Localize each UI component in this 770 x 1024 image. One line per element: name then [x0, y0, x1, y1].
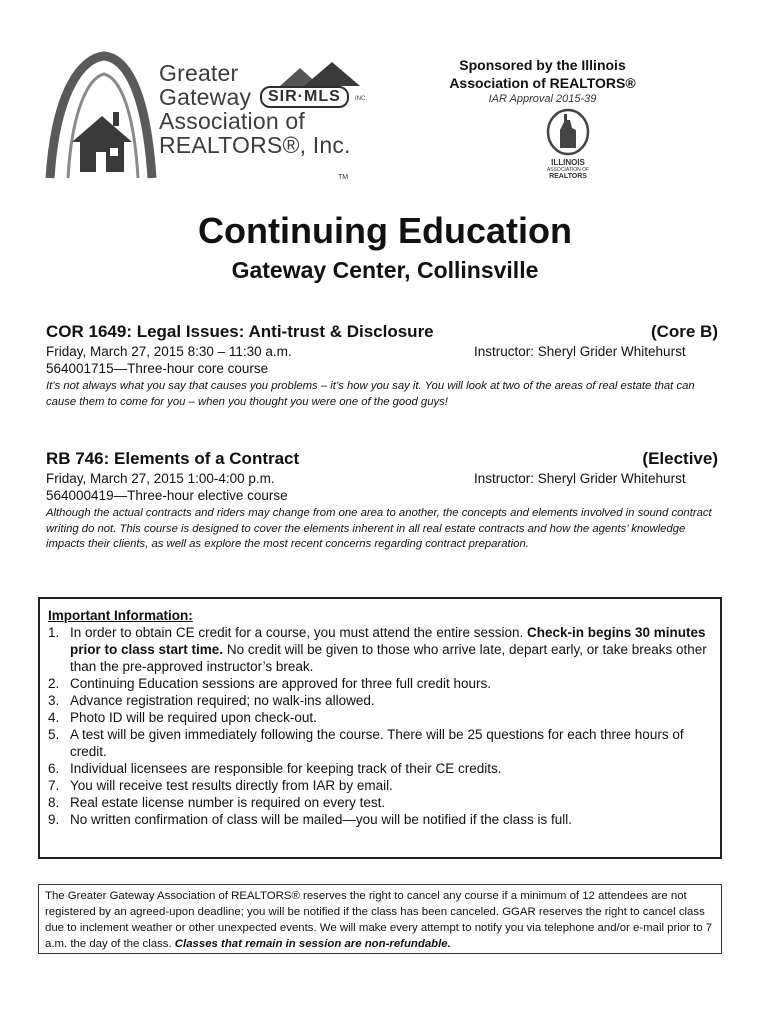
list-number: 8.: [48, 795, 60, 810]
course-schedule-row: [46, 343, 718, 360]
course-date: Friday, March 27, 2015 1:00-4:00 p.m.: [46, 471, 275, 486]
course-category: (Elective): [642, 449, 718, 468]
course-heading: RB 746: Elements of a Contract: [46, 449, 300, 468]
list-text: [70, 624, 712, 675]
page-subtitle: Gateway Center, Collinsville: [231, 257, 539, 283]
list-number: 2.: [48, 676, 60, 691]
list-item: [48, 794, 712, 811]
course-instructor: Instructor: Sheryl Grider Whitehurst: [474, 471, 686, 486]
list-number: 1.: [48, 625, 60, 640]
list-number: 5.: [48, 727, 60, 742]
list-item: [48, 624, 712, 675]
course-code: 564000419—Three-hour elective course: [46, 488, 288, 503]
list-number: 4.: [48, 710, 60, 725]
list-item: [48, 760, 712, 777]
sir-mls-inc: INC.: [355, 96, 367, 102]
list-item: [48, 709, 712, 726]
sir-mls-badge: SIR·MLS: [260, 86, 349, 108]
course-section: [46, 448, 718, 553]
list-text: You will receive test results directly from IAR by email.: [70, 778, 393, 793]
course-description: Although the actual contracts and riders may change from one area to another, the concepts and elements involved in sound contract writing do not. This course is designed to cover the elements inherent in all real estate contracts and how the agents’ knowledge impacts their clients, as well as explore the most recent concerns regarding contract preparation.: [46, 507, 712, 550]
course-section: [46, 321, 718, 410]
course-instructor: Instructor: Sheryl Grider Whitehurst: [474, 344, 686, 359]
illinois-realtors-seal: [538, 108, 598, 188]
list-item: [48, 675, 712, 692]
list-text-part: No credit will be given to those who arrive late, depart early, or take breaks other than the pre-approved instructor’s break.: [70, 642, 707, 674]
list-item: [48, 777, 712, 794]
course-date: Friday, March 27, 2015 8:30 – 11:30 a.m.: [46, 344, 292, 359]
course-header: [46, 448, 718, 470]
ggar-logo: [42, 50, 387, 185]
sponsor-line-1: Sponsored by the Illinois: [459, 57, 626, 73]
course-schedule-row: [46, 470, 718, 487]
cancellation-disclaimer-box: [38, 884, 722, 954]
list-text: Individual licensees are responsible for keeping track of their CE credits.: [70, 761, 502, 776]
list-number: 7.: [48, 778, 60, 793]
list-text: Photo ID will be required upon check-out.: [70, 710, 317, 725]
logo-text-realtors: REALTORS®, Inc.: [159, 132, 351, 158]
logo-text-gateway: Gateway: [159, 84, 252, 110]
page-title: Continuing Education: [198, 210, 572, 251]
list-number: 3.: [48, 693, 60, 708]
course-category: (Core B): [650, 322, 718, 341]
trademark-mark: TM: [338, 174, 349, 181]
disclaimer-text: The Greater Gateway Association of REALTORS® reserves the right to cancel any course if a minimum of 12 attendees are not registered by an agreed-upon deadline; you will be notified if the class has been canceled. GGAR reserves the right to cancel class due to inclement weather or other unexpected events. We will make every attempt to notify you via telephone and/or e-mail prior to 7 a.m. the day of the class.: [45, 890, 713, 950]
course-header: [46, 321, 718, 343]
list-text: A test will be given immediately following the course. There will be 25 questions for each three hours of credit.: [70, 727, 684, 759]
info-list: [48, 624, 712, 828]
seal-association-of: ASSOCIATION OF: [546, 167, 590, 173]
list-item: [48, 692, 712, 709]
logo-text-greater: Greater: [159, 60, 239, 86]
list-text-part: In order to obtain CE credit for a course, you must attend the entire session.: [70, 625, 527, 640]
list-text: No written confirmation of class will be mailed—you will be notified if the class is full.: [70, 812, 572, 827]
iar-approval: IAR Approval 2015-39: [488, 93, 597, 105]
important-information-box: [38, 597, 722, 859]
list-text-bold: Check-in begins 30 minutes prior to class start time.: [70, 625, 706, 657]
list-number: 6.: [48, 761, 60, 776]
seal-illinois: ILLINOIS: [551, 158, 585, 167]
seal-realtors: REALTORS: [549, 173, 587, 180]
list-item: [48, 811, 712, 828]
list-number: 9.: [48, 812, 60, 827]
course-code: 564001715—Three-hour core course: [46, 361, 269, 376]
list-text: Advance registration required; no walk-ins allowed.: [70, 693, 375, 708]
course-description: It’s not always what you say that causes you problems – it’s how you say it. You will look at two of the areas of real estate that can cause them to come for you – when you thought you were one of the good guys!: [46, 380, 695, 408]
list-item: [48, 726, 712, 760]
info-title: Important Information:: [48, 608, 193, 623]
list-text: Real estate license number is required on every test.: [70, 795, 386, 810]
list-text: Continuing Education sessions are approved for three full credit hours.: [70, 676, 491, 691]
logo-text-association: Association of: [159, 108, 305, 134]
course-heading: COR 1649: Legal Issues: Anti-trust & Disclosure: [46, 322, 434, 341]
sponsor-block: [430, 56, 655, 106]
sponsor-line-2: Association of REALTORS®: [449, 75, 636, 91]
non-refundable-notice: Classes that remain in session are non-refundable.: [174, 938, 451, 950]
